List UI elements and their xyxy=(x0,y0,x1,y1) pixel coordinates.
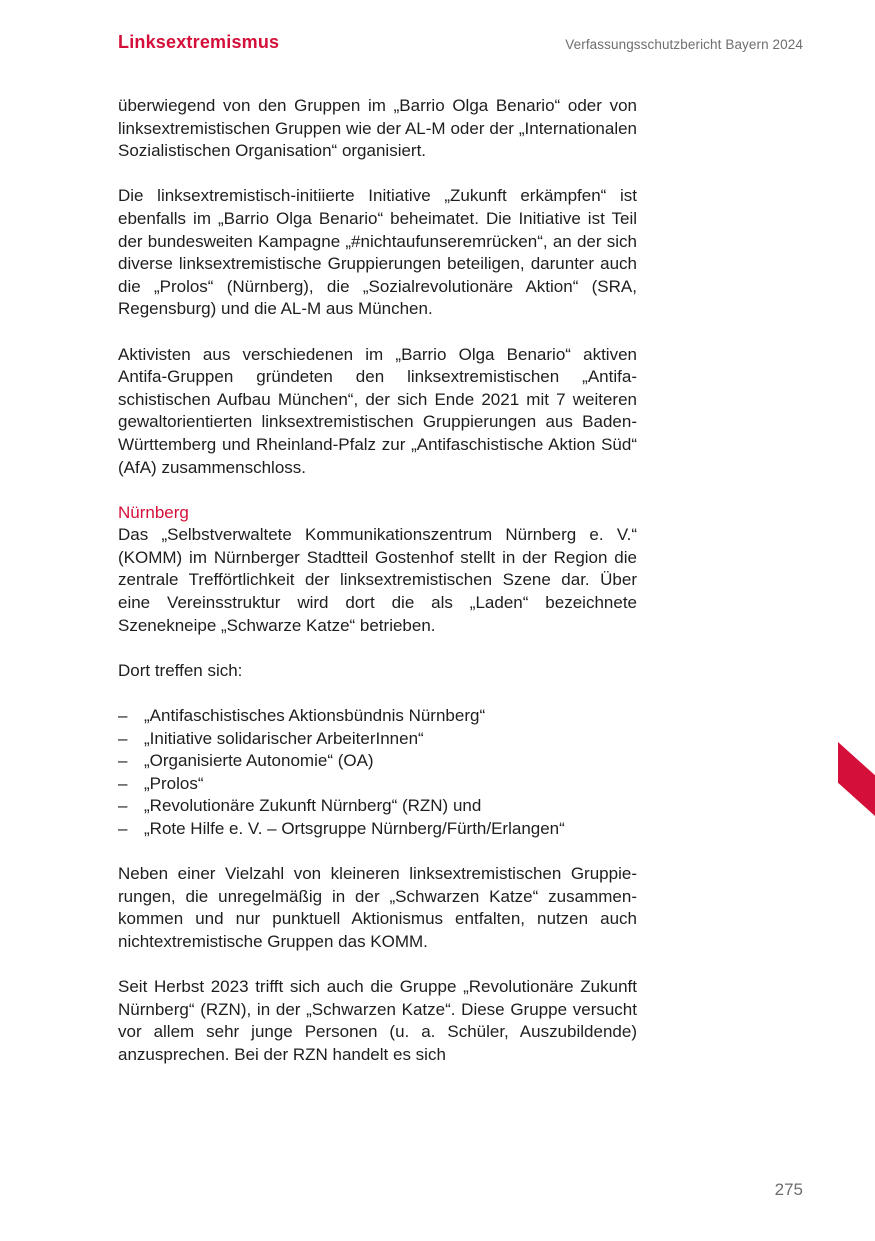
paragraph: Seit Herbst 2023 trifft sich auch die Gruppe „Revolutionäre Zukunft Nürnberg“ (RZN), in der „Schwarzen Katze“. Diese Gruppe versucht vor allem sehr junge Personen (u. a. Schüler, Auszubildende) anzusprechen. Bei der RZN handelt es sich xyxy=(118,977,637,1064)
list-item xyxy=(118,773,637,796)
body-text xyxy=(118,95,637,1067)
dash-bullet: – xyxy=(118,819,128,838)
list-item-text: „Antifaschistisches Aktionsbündnis Nürnberg“ xyxy=(144,706,486,726)
subheading-nuernberg: Nürnberg xyxy=(118,502,189,522)
paragraph: Aktivisten aus verschiedenen im „Barrio Olga Benario“ aktiven Antifa-Gruppen gründeten den linksextremistischen „Antifaschistischen Aufbau München“, der sich Ende 2021 mit 7 weiteren gewaltorientierten linksextremistischen Gruppierungen aus Baden-Württemberg und Rheinland-Pfalz zur „Antifaschistische Aktion Süd“ (AfA) zusammenschloss. xyxy=(118,344,637,477)
dash-bullet: – xyxy=(118,728,128,748)
list-item-text: „Organisierte Autonomie“ (OA) xyxy=(144,751,374,771)
list-item xyxy=(118,728,637,751)
list-item-text: „Revolutionäre Zukunft Nürnberg“ (RZN) und xyxy=(144,796,482,816)
paragraph: Das „Selbstverwaltete Kommunikationszentrum Nürnberg e. V.“ (KOMM) im Nürnberger Stadtteil Gostenhof stellt in der Region die zentrale Trefförtlichkeit der linksextremistischen Szene dar. Über eine Vereinsstruktur wird dort die als „Laden“ bezeichnete Szenekneipe „Schwarze Katze“ betrieben. xyxy=(118,525,637,635)
list-item xyxy=(118,705,637,728)
report-title: Verfassungsschutzbericht Bayern 2024 xyxy=(565,37,803,52)
paragraph: Neben einer Vielzahl von kleineren linksextremistischen Gruppierungen, die unregelmäßig in der „Schwarzen Katze“ zusammenkommen und nur punktuell Aktionismus entfalten, nutzen auch nichtextremistische Gruppen das KOMM. xyxy=(118,864,637,951)
paragraph: überwiegend von den Gruppen im „Barrio Olga Benario“ oder von linksextremistischen Gruppen wie der AL-M oder der „Internationalen Sozialistischen Organisation“ organisiert. xyxy=(118,96,637,161)
dash-bullet: – xyxy=(118,706,128,726)
chapter-tab-marker xyxy=(838,742,875,816)
paragraph: Dort treffen sich: xyxy=(118,660,243,680)
list-item-text: „Rote Hilfe e. V. – Ortsgruppe Nürnberg/Fürth/Erlangen“ xyxy=(144,819,565,838)
section-title: Linksextremismus xyxy=(118,32,280,52)
page-number: 275 xyxy=(774,1180,803,1199)
list-item-text: „Initiative solidarischer ArbeiterInnen“ xyxy=(144,728,424,748)
list-item xyxy=(118,795,637,818)
dash-bullet: – xyxy=(118,751,128,771)
list-item xyxy=(118,750,637,773)
list-item xyxy=(118,818,637,841)
dash-bullet: – xyxy=(118,796,128,816)
dash-bullet: – xyxy=(118,773,128,793)
paragraph: Die linksextremistisch-initiierte Initiative „Zukunft erkämpfen“ ist ebenfalls im „Barrio Olga Benario“ beheimatet. Die Initiative ist Teil der bundesweiten Kampagne „#nichtaufunseremrücken“, an der sich diverse linksextremistische Gruppierungen beteiligen, darunter auch die „Prolos“ (Nürnberg), die „Sozialrevolutionäre Aktion“ (SRA, Regensburg) und die AL-M aus München. xyxy=(118,186,637,319)
list-item-text: „Prolos“ xyxy=(144,773,204,793)
group-list xyxy=(118,705,637,841)
